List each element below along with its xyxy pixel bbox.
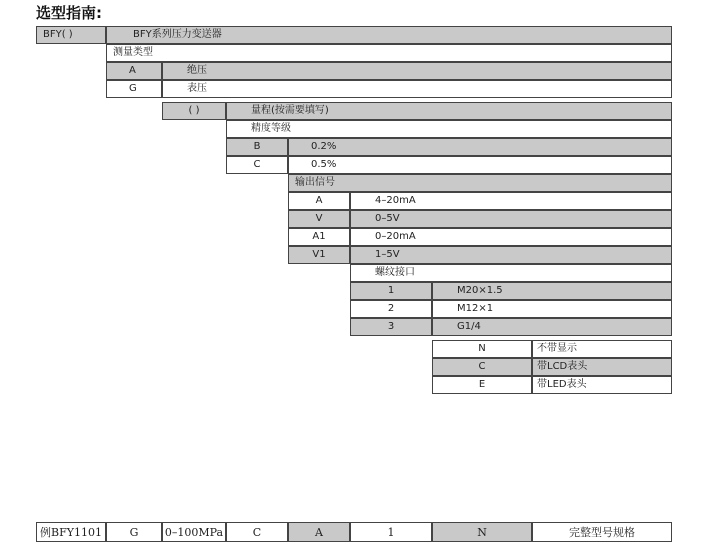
accuracy-code-b: B [226, 138, 288, 156]
example-cell-display: N [432, 522, 532, 542]
accuracy-label: 精度等级 [226, 120, 672, 138]
output-desc-a: 4–20mA [350, 192, 672, 210]
output-desc-v1: 1–5V [350, 246, 672, 264]
accuracy-desc-c: 0.5% [288, 156, 672, 174]
thread-code-3: 3 [350, 318, 432, 336]
example-cell-full-spec: 完整型号规格 [532, 522, 672, 542]
measure-desc-absolute: 绝压 [162, 62, 672, 80]
accuracy-code-c: C [226, 156, 288, 174]
page-title: 选型指南: [36, 4, 102, 22]
output-code-a1: A1 [288, 228, 350, 246]
display-desc-c: 带LCD表头 [532, 358, 672, 376]
output-code-v: V [288, 210, 350, 228]
display-desc-n: 不带显示 [532, 340, 672, 358]
thread-label: 螺纹接口 [350, 264, 672, 282]
output-desc-a1: 0–20mA [350, 228, 672, 246]
example-cell-range: 0–100MPa [162, 522, 226, 542]
thread-desc-2: M12×1 [432, 300, 672, 318]
model-name-cell: BFY系列压力变送器 [106, 26, 672, 44]
example-cell-thread: 1 [350, 522, 432, 542]
output-code-v1: V1 [288, 246, 350, 264]
measure-desc-gauge: 表压 [162, 80, 672, 98]
model-code-cell: BFY( ) [36, 26, 106, 44]
output-desc-v: 0–5V [350, 210, 672, 228]
measure-type-label: 测量类型 [106, 44, 672, 62]
thread-code-1: 1 [350, 282, 432, 300]
display-desc-e: 带LED表头 [532, 376, 672, 394]
thread-desc-3: G1/4 [432, 318, 672, 336]
example-cell-measure: G [106, 522, 162, 542]
output-code-a: A [288, 192, 350, 210]
range-desc-cell: 量程(按需要填写) [226, 102, 672, 120]
display-code-n: N [432, 340, 532, 358]
display-code-e: E [432, 376, 532, 394]
example-cell-accuracy: C [226, 522, 288, 542]
display-code-c: C [432, 358, 532, 376]
measure-code-absolute: A [106, 62, 162, 80]
accuracy-desc-b: 0.2% [288, 138, 672, 156]
thread-code-2: 2 [350, 300, 432, 318]
output-signal-label: 输出信号 [288, 174, 672, 192]
measure-code-gauge: G [106, 80, 162, 98]
range-code-cell: ( ) [162, 102, 226, 120]
thread-desc-1: M20×1.5 [432, 282, 672, 300]
example-cell-model: 例BFY1101 [36, 522, 106, 542]
example-cell-output: A [288, 522, 350, 542]
